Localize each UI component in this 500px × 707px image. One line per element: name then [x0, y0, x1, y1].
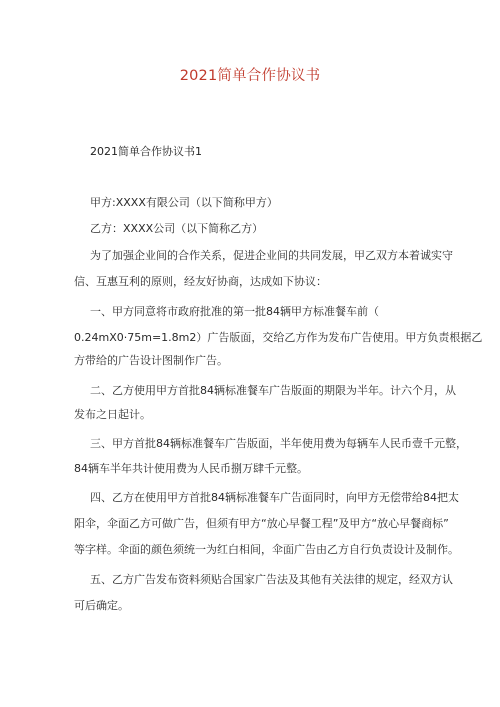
- clause-3-line-1: 三、甲方首批84辆标准餐车广告版面，半年使用费为每辆车人民币壹千元整，: [90, 437, 467, 450]
- clause-1-line-1: 一、甲方同意将市政府批准的第一批84辆甲方标准餐车前（: [90, 305, 379, 318]
- intro-line-2: 信、互惠互利的原则，经友好协商，达成如下协议：: [74, 275, 327, 288]
- clause-4-line-2: 阳伞，伞面乙方可做广告，但须有甲方“放心早餐工程”及甲方“放心早餐商标”: [74, 517, 449, 530]
- party-b-line: 乙方：XXXX公司（以下简称乙方）: [90, 222, 264, 235]
- document-title: 2021简单合作协议书: [179, 68, 321, 84]
- clause-4-line-1: 四、乙方在使用甲方首批84辆标准餐车广告面同时，向甲方无偿带给84把太: [90, 491, 459, 504]
- clause-1-line-3: 方带给的广告设计图制作广告。: [74, 354, 228, 367]
- intro-line-1: 为了加强企业间的合作关系，促进企业间的共同发展，甲乙双方本着诚实守: [90, 249, 453, 262]
- clause-5-line-1: 五、乙方广告发布资料须贴合国家广告法及其他有关法律的规定，经双方认: [90, 573, 453, 586]
- clause-2-line-1: 二、乙方使用甲方首批84辆标准餐车广告版面的期限为半年。计六个月，从: [90, 384, 456, 397]
- clause-5-line-2: 可后确定。: [74, 599, 129, 612]
- document-subheading: 2021简单合作协议书1: [90, 145, 202, 158]
- clause-4-line-3: 等字样。伞面的颜色须统一为红白相间，伞面广告由乙方自行负责设计及制作。: [74, 543, 459, 556]
- clause-2-line-2: 发布之日起计。: [74, 408, 151, 421]
- party-a-line: 甲方:XXXX有限公司（以下简称甲方）: [90, 196, 278, 209]
- clause-3-line-2: 84辆车半年共计使用费为人民币捌万肆千元整。: [74, 462, 308, 475]
- clause-1-line-2: 0.24mX0·75m=1.8m2）广告版面，交给乙方作为发布广告使用。甲方负责根据乙: [74, 331, 483, 344]
